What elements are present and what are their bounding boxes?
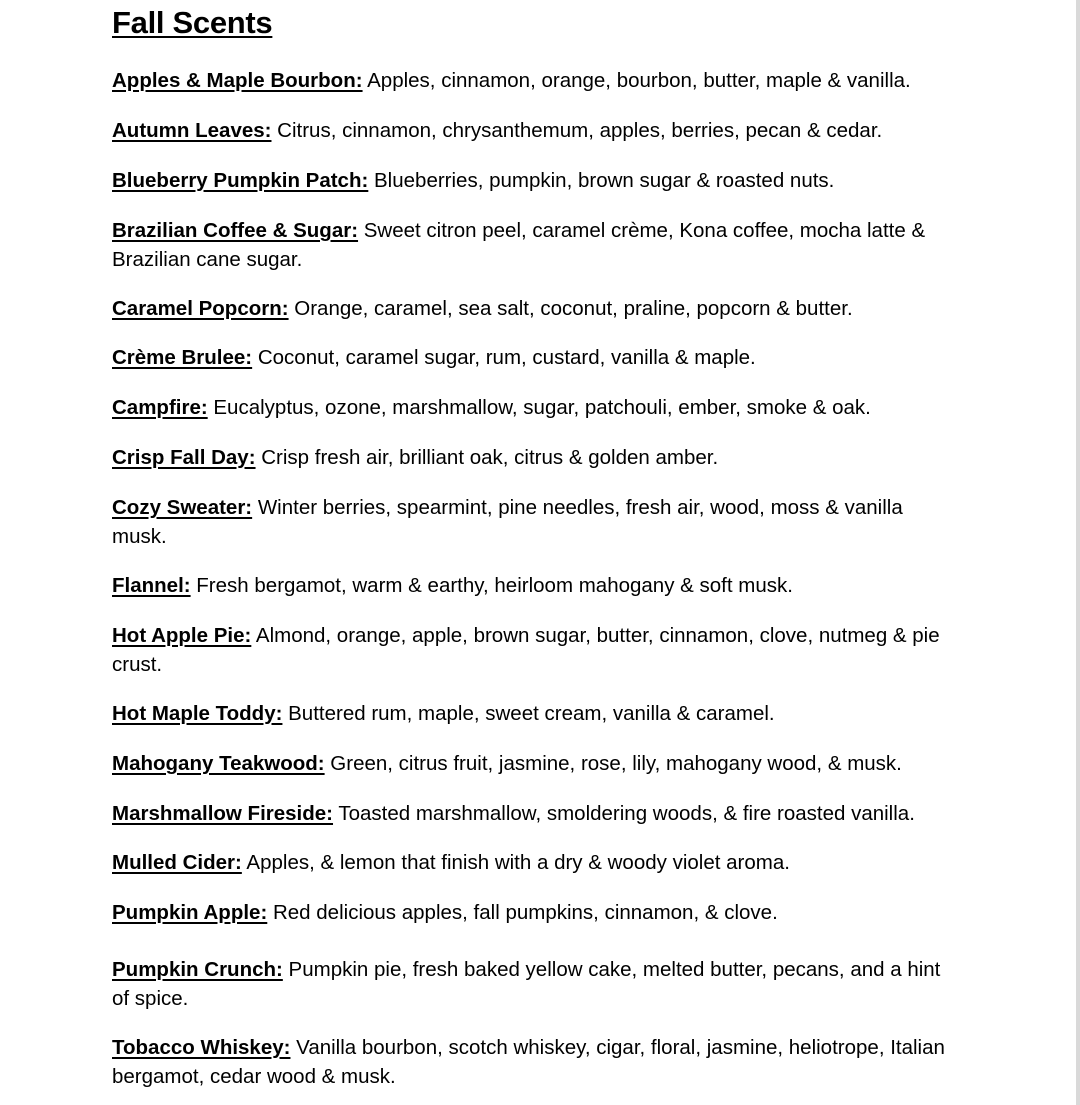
- scent-name: Apples & Maple Bourbon:: [112, 69, 363, 92]
- page-edge-divider: [1076, 0, 1080, 1105]
- scent-entry: [112, 295, 952, 324]
- scent-entry: [112, 700, 952, 729]
- scent-description: Eucalyptus, ozone, marshmallow, sugar, patchouli, ember, smoke & oak.: [207, 396, 871, 419]
- scent-name: Marshmallow Fireside:: [112, 802, 334, 825]
- scent-entry: [112, 572, 952, 601]
- scent-description: Coconut, caramel sugar, rum, custard, vanilla & maple.: [252, 346, 756, 369]
- scent-name: Hot Maple Toddy:: [112, 702, 283, 725]
- scent-description: Crisp fresh air, brilliant oak, citrus & golden amber.: [255, 446, 719, 469]
- scent-entry: [112, 750, 952, 779]
- scent-name: Campfire:: [112, 396, 208, 419]
- scent-entry: [112, 622, 952, 679]
- scent-entry: [112, 167, 952, 196]
- scent-entry: [112, 394, 952, 423]
- scent-name: Cozy Sweater:: [112, 496, 253, 519]
- scent-name: Autumn Leaves:: [112, 119, 272, 142]
- scent-name: Pumpkin Crunch:: [112, 958, 283, 981]
- scent-description: Red delicious apples, fall pumpkins, cinnamon, & clove.: [267, 901, 778, 924]
- scent-description: Green, citrus fruit, jasmine, rose, lily, mahogany wood, & musk.: [324, 752, 902, 775]
- scent-description: Almond, orange, apple, brown sugar, butter, cinnamon, clove, nutmeg & pie crust.: [112, 624, 940, 676]
- scent-name: Mulled Cider:: [112, 851, 242, 874]
- scent-entry: [112, 494, 952, 551]
- scent-description: Apples, cinnamon, orange, bourbon, butter, maple & vanilla.: [362, 69, 911, 92]
- page-title: Fall Scents: [112, 5, 273, 40]
- scent-entry: [112, 117, 952, 146]
- scent-name: Hot Apple Pie:: [112, 624, 252, 647]
- scent-entry: [112, 344, 952, 373]
- scent-name: Pumpkin Apple:: [112, 901, 268, 924]
- scent-entry: [112, 217, 952, 274]
- scent-description: Toasted marshmallow, smoldering woods, & fire roasted vanilla.: [333, 802, 915, 825]
- scent-description: Pumpkin pie, fresh baked yellow cake, melted butter, pecans, and a hint of spice.: [112, 958, 941, 1010]
- scent-description: Blueberries, pumpkin, brown sugar & roasted nuts.: [368, 169, 835, 192]
- scent-name: Blueberry Pumpkin Patch:: [112, 169, 369, 192]
- scent-description: Apples, & lemon that finish with a dry & woody violet aroma.: [241, 851, 790, 874]
- scent-entry: [112, 956, 952, 1013]
- scent-entry: [112, 849, 952, 878]
- scent-name: Mahogany Teakwood:: [112, 752, 325, 775]
- scent-entry: [112, 899, 952, 928]
- scent-name: Caramel Popcorn:: [112, 297, 289, 320]
- scent-name: Brazilian Coffee & Sugar:: [112, 219, 359, 242]
- scent-name: Crème Brulee:: [112, 346, 253, 369]
- scent-name: Flannel:: [112, 574, 191, 597]
- scent-entry: [112, 800, 952, 829]
- scent-entry: [112, 1034, 952, 1091]
- scent-description: Winter berries, spearmint, pine needles, fresh air, wood, moss & vanilla musk.: [112, 496, 903, 548]
- scent-name: Tobacco Whiskey:: [112, 1036, 291, 1059]
- scent-description: Sweet citron peel, caramel crème, Kona coffee, mocha latte & Brazilian cane sugar.: [112, 219, 926, 271]
- scent-entry: [112, 444, 952, 473]
- scent-description: Orange, caramel, sea salt, coconut, praline, popcorn & butter.: [288, 297, 853, 320]
- scent-name: Crisp Fall Day:: [112, 446, 256, 469]
- scent-description: Fresh bergamot, warm & earthy, heirloom mahogany & soft musk.: [190, 574, 793, 597]
- scent-description: Buttered rum, maple, sweet cream, vanilla & caramel.: [282, 702, 775, 725]
- scent-description: Vanilla bourbon, scotch whiskey, cigar, floral, jasmine, heliotrope, Italian bergamot, cedar wood & musk.: [112, 1036, 945, 1088]
- scent-description: Citrus, cinnamon, chrysanthemum, apples, berries, pecan & cedar.: [271, 119, 883, 142]
- scent-entry: [112, 67, 952, 96]
